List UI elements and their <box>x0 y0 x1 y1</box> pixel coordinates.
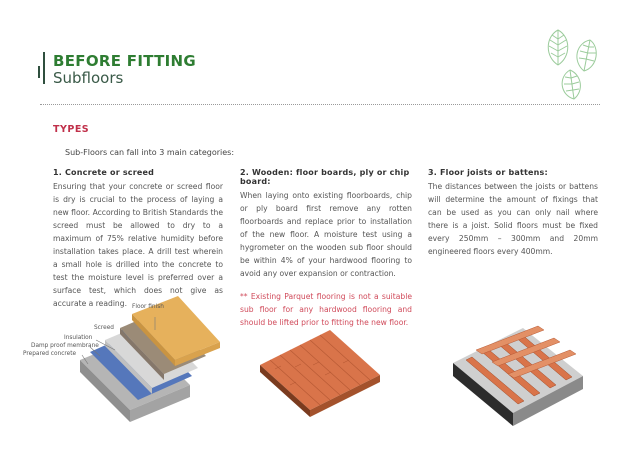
column-note: ** Existing Parquet flooring is not a suitable sub floor for any hardwood flooring and should be lifted prior to fitting the new floor. <box>240 292 412 327</box>
section-intro: Sub-Floors can fall into 3 main categories: <box>65 148 235 157</box>
column-title: 2. Wooden: floor boards, ply or chip board: <box>240 168 410 186</box>
label-insulation: Insulation <box>64 335 93 341</box>
floorboards-illustration <box>255 325 385 425</box>
leaf-icon <box>540 25 610 100</box>
label-damp-proof: Damp proof membrane <box>31 343 99 349</box>
column-body: Ensuring that your concrete or screed floor is dry is crucial to the process of laying a new floor. According to British Standards the screed must be allowed to dry to a maximum of 75% relative humidity before installation takes place. A drill test wherein a small hole is drilled into the concrete to test the moisture level is preferred over a surface test, which does not give as accurate a reading. <box>53 182 223 308</box>
concrete-layers-illustration <box>60 300 230 450</box>
column-body: The distances between the joists or battens will determine the amount of fixings that can be used as you can only nail where there is a joist. Solid floors must be fixed every 250mm – 300mm and 20mm engineered floors every 400mm. <box>428 182 598 256</box>
section-divider <box>40 104 600 105</box>
column-title: 3. Floor joists or battens: <box>428 168 548 177</box>
label-floor-finish: Floor finish <box>132 304 164 310</box>
column-wooden <box>240 168 412 329</box>
column-body: When laying onto existing floorboards, chip or ply board first remove any rotten floorboards and replace prior to installation of the new floor. A moisture test using a hygrometer on the wooden sub floor should be within 4% of your hardwood flooring to avoid any over expansion or contraction. <box>240 191 412 278</box>
label-prepared-concrete: Prepared concrete <box>23 351 77 357</box>
page-title: BEFORE FITTING <box>53 52 196 70</box>
column-joists <box>428 168 598 258</box>
accent-bar-short <box>38 66 40 78</box>
column-title: 1. Concrete or screed <box>53 168 155 177</box>
joists-illustration <box>448 318 598 433</box>
label-screed: Screed <box>94 325 114 331</box>
column-concrete <box>53 168 223 310</box>
accent-bar-long <box>43 52 45 84</box>
page-subtitle: Subfloors <box>53 69 124 87</box>
section-heading: TYPES <box>53 124 90 135</box>
